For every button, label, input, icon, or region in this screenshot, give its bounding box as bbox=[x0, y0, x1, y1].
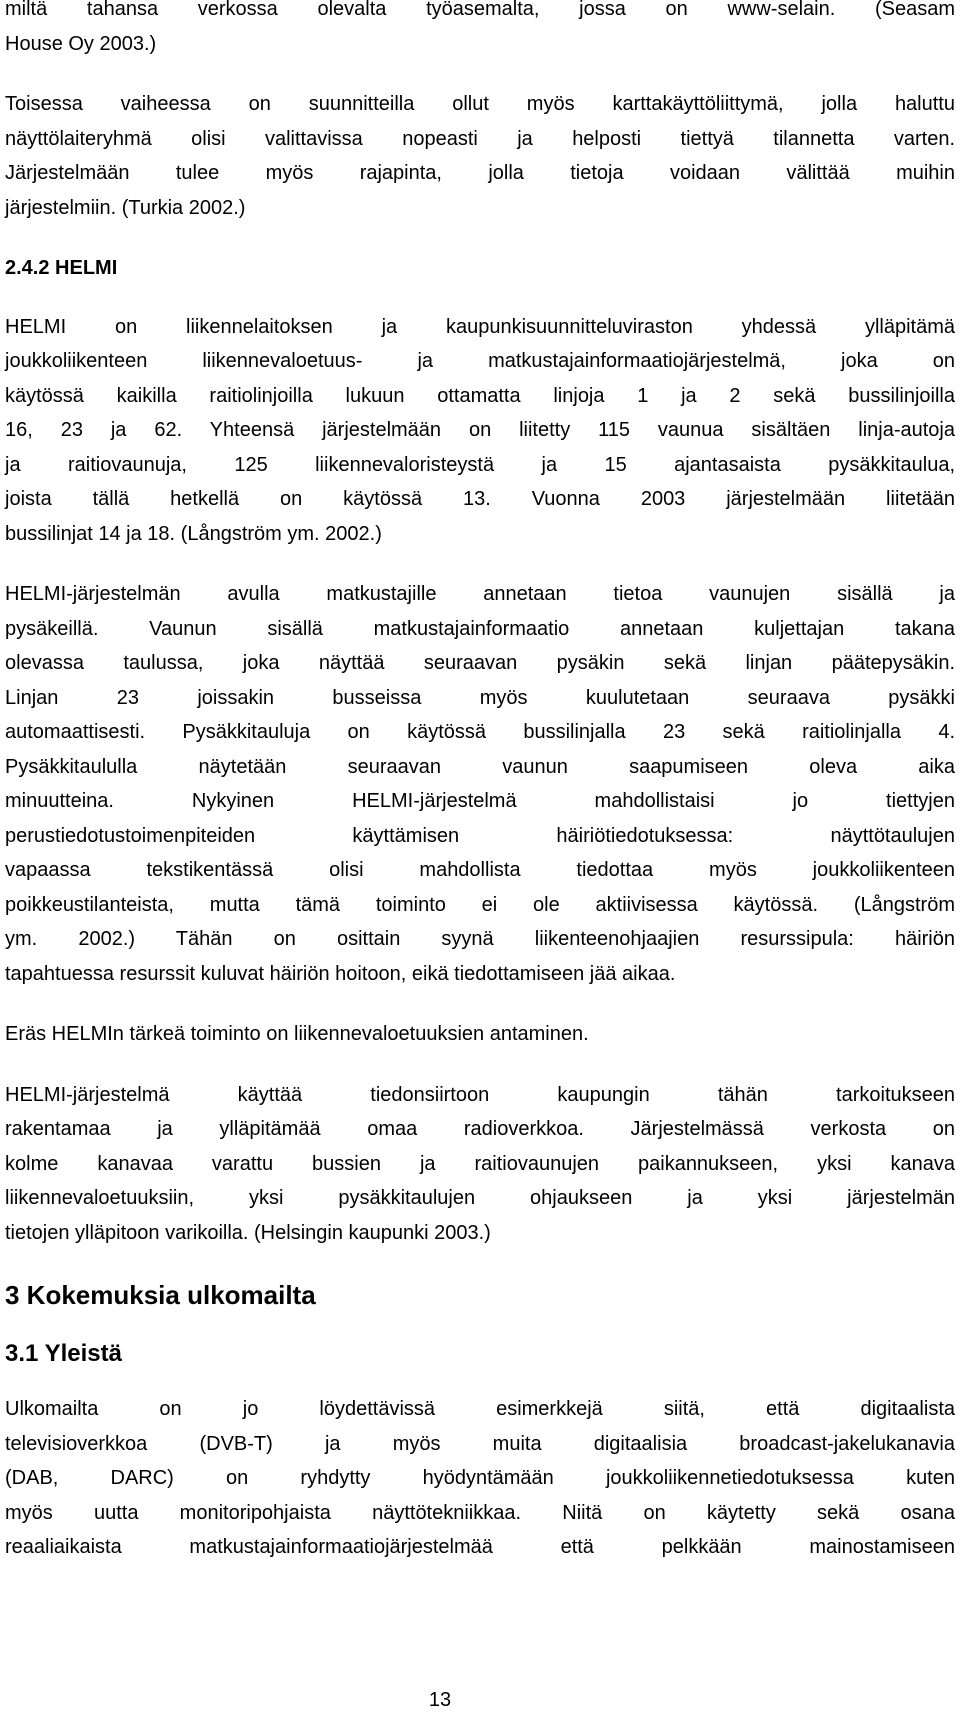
paragraph-traffic-light-priority bbox=[5, 1017, 955, 1052]
document-page bbox=[5, 0, 955, 1591]
text-line: myös uutta monitoripohjaista näyttötekniikkaa. Niitä on käytetty sekä osana bbox=[5, 1501, 955, 1524]
page-number: 13 bbox=[428, 1689, 452, 1711]
text-line: Järjestelmään tulee myös rajapinta, jolla tietoja voidaan välittää muihin bbox=[5, 162, 955, 184]
text-line: HELMI-järjestelmä käyttää tiedonsiirtoon kaupungin tähän tarkoitukseen bbox=[5, 1083, 955, 1106]
text-line: tietojen ylläpitoon varikoilla. (Helsingin kaupunki 2003.) bbox=[5, 1221, 491, 1244]
chapter-heading-3: 3 Kokemuksia ulkomailta bbox=[5, 1280, 316, 1310]
text-line: liikennevaloetuuksiin, yksi pysäkkitaulujen ohjaukseen ja yksi järjestelmän bbox=[5, 1187, 955, 1209]
text-line: Ulkomailta on jo löydettävissä esimerkkejä siitä, että digitaalista bbox=[5, 1398, 955, 1420]
text-line: House Oy 2003.) bbox=[5, 32, 157, 55]
text-line: joista tällä hetkellä on käytössä 13. Vuonna 2003 järjestelmään liitetään bbox=[5, 488, 955, 510]
text-line: Eräs HELMIn tärkeä toiminto on liikennevaloetuuksien antaminen. bbox=[5, 1023, 589, 1045]
text-line: (DAB, DARC) on ryhdytty hyödyntämään joukkoliikennetiedotuksessa kuten bbox=[5, 1467, 955, 1489]
text-line: bussilinjat 14 ja 18. (Långström ym. 2002.) bbox=[5, 522, 382, 545]
text-line: Pysäkkitaululla näytetään seuraavan vaunun saapumiseen oleva aika bbox=[5, 755, 955, 778]
paragraph-helmi-intro bbox=[5, 310, 955, 552]
text-line: näyttölaiteryhmä olisi valittavissa nopeasti ja helposti tiettyä tilannetta varten. bbox=[5, 127, 955, 150]
text-line: ja raitiovaunuja, 125 liikennevaloristeystä ja 15 ajantasaista pysäkkitaulua, bbox=[5, 453, 955, 476]
text-line: televisioverkkoa (DVB-T) ja myös muita digitaalisia broadcast-jakelukanavia bbox=[5, 1432, 955, 1455]
text-line: olevassa taulussa, joka näyttää seuraavan pysäkin sekä linjan päätepysäkin. bbox=[5, 652, 955, 674]
text-line: poikkeustilanteista, mutta tämä toiminto ei ole aktiivisessa käytössä. (Långström bbox=[5, 893, 955, 916]
text-line: miltä tahansa verkossa olevalta työasemalta, jossa on www-selain. (Seasam bbox=[5, 0, 955, 20]
text-line: käytössä kaikilla raitiolinjoilla lukuun ottamatta linjoja 1 ja 2 sekä bussilinjoilla bbox=[5, 384, 955, 407]
text-line: perustiedotustoimenpiteiden käyttämisen häiriötiedotuksessa: näyttötaulujen bbox=[5, 824, 955, 847]
paragraph-radio-network bbox=[5, 1078, 955, 1251]
text-line: HELMI-järjestelmän avulla matkustajille annetaan tietoa vaunujen sisällä ja bbox=[5, 583, 955, 605]
text-line: 16, 23 ja 62. Yhteensä järjestelmään on liitetty 115 vaunua sisältäen linja-autoja bbox=[5, 419, 955, 441]
text-line: tapahtuessa resurssit kuluvat häiriön hoitoon, eikä tiedottamiseen jää aikaa. bbox=[5, 962, 676, 985]
text-line: reaaliaikaista matkustajainformaatiojärjestelmää että pelkkään mainostamiseen bbox=[5, 1536, 955, 1558]
text-line: Linjan 23 joissakin busseissa myös kuulutetaan seuraava pysäkki bbox=[5, 686, 955, 709]
section-heading-3-1: 3.1 Yleistä bbox=[5, 1340, 122, 1367]
text-line: ym. 2002.) Tähän on osittain syynä liikenteenohjaajien resurssipula: häiriön bbox=[5, 928, 955, 950]
section-heading-2-4-2: 2.4.2 HELMI bbox=[5, 257, 118, 279]
text-line: kolme kanavaa varattu bussien ja raitiovaunujen paikannukseen, yksi kanava bbox=[5, 1152, 955, 1175]
intro-paragraph bbox=[5, 0, 955, 61]
text-line: joukkoliikenteen liikennevaloetuus- ja matkustajainformaatiojärjestelmä, joka on bbox=[5, 350, 955, 372]
text-line: HELMI on liikennelaitoksen ja kaupunkisuunnitteluviraston yhdessä ylläpitämä bbox=[5, 315, 955, 338]
paragraph-abroad-examples bbox=[5, 1392, 955, 1565]
text-line: pysäkeillä. Vaunun sisällä matkustajainformaatio annetaan kuljettajan takana bbox=[5, 617, 955, 640]
text-line: vapaassa tekstikentässä olisi mahdollista tiedottaa myös joukkoliikenteen bbox=[5, 859, 955, 881]
paragraph-passenger-info bbox=[5, 577, 955, 991]
text-line: automaattisesti. Pysäkkitauluja on käytössä bussilinjalla 23 sekä raitiolinjalla 4. bbox=[5, 721, 955, 743]
text-line: minuutteina. Nykyinen HELMI-järjestelmä mahdollistaisi jo tiettyjen bbox=[5, 790, 955, 812]
text-line: järjestelmiin. (Turkia 2002.) bbox=[5, 196, 246, 219]
text-line: rakentamaa ja ylläpitämää omaa radioverkkoa. Järjestelmässä verkosta on bbox=[5, 1118, 955, 1140]
text-line: Toisessa vaiheessa on suunnitteilla ollut myös karttakäyttöliittymä, jolla haluttu bbox=[5, 93, 955, 115]
paragraph-map-interface bbox=[5, 87, 955, 225]
